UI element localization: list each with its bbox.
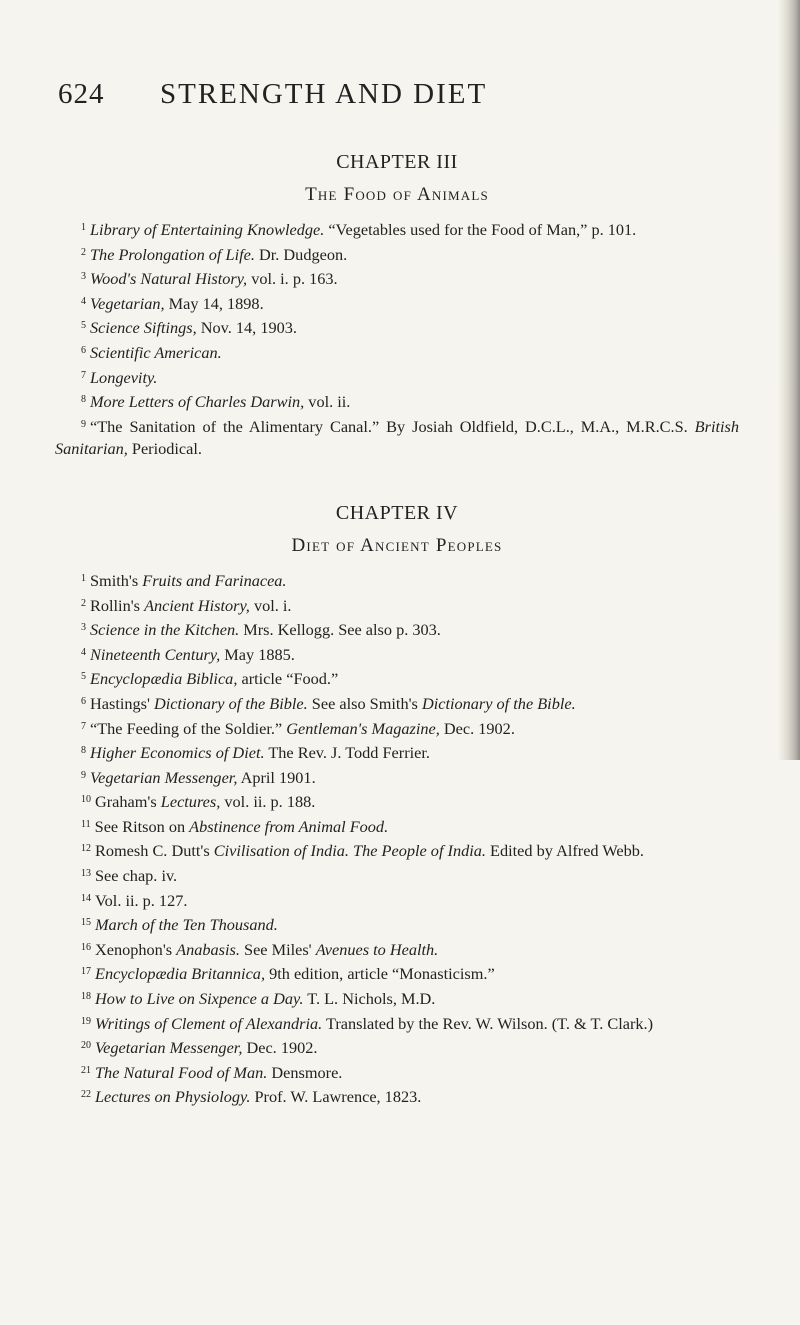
note-text: Mrs. Kellogg. See also p. 303. — [239, 620, 441, 640]
note-text: Periodical. — [127, 439, 202, 459]
work-title: Fruits and Farinacea. — [142, 570, 287, 590]
footnote-number: 8 — [81, 394, 86, 406]
footnote-entry — [55, 1011, 739, 1036]
page-number: 624 — [58, 78, 105, 110]
footnote-entry — [55, 986, 739, 1011]
footnote-number: 7 — [81, 369, 86, 381]
footnote-number: 19 — [81, 1015, 91, 1027]
footnote-number: 22 — [81, 1089, 91, 1101]
work-title: British Sanitarian, — [55, 416, 739, 459]
chapter-title: Diet of Ancient Peoples — [291, 534, 503, 556]
footnote-number: 1 — [81, 222, 86, 233]
running-title: STRENGTH AND DIET — [160, 78, 488, 110]
work-title: Lectures on Physiology. — [95, 1087, 251, 1107]
footnote-entry — [55, 617, 739, 642]
work-title: Vegetarian Messenger, — [95, 1038, 243, 1058]
note-text: Romesh C. Dutt's — [95, 841, 214, 861]
work-title: Library of Entertaining Knowledge. — [90, 220, 325, 239]
footnote-entry — [55, 593, 739, 618]
note-text: See also Smith's — [307, 693, 422, 713]
footnote-entry — [55, 340, 739, 365]
footnote-number: 8 — [81, 745, 86, 757]
work-title: Lectures, — [160, 792, 221, 812]
footnote-entry — [55, 863, 739, 888]
footnote-number: 21 — [81, 1064, 91, 1076]
work-title: Writings of Clement of Alexandria. — [95, 1013, 323, 1033]
footnote-number: 15 — [81, 917, 91, 929]
work-title: Dictionary of the Bible. — [154, 693, 308, 713]
note-text: Densmore. — [267, 1062, 343, 1082]
footnote-number: 4 — [81, 295, 86, 307]
work-title: Wood's Natural History, — [90, 269, 248, 289]
work-title: The People of India. — [353, 841, 486, 861]
footnote-entry — [55, 937, 739, 962]
footnote-entry — [55, 1035, 739, 1060]
running-head — [55, 78, 739, 128]
footnote-entry — [55, 315, 739, 340]
work-title: Encyclopædia Britannica, — [95, 964, 266, 984]
page-edge-shadow — [778, 0, 800, 760]
note-text: “The Feeding of the Soldier.” — [90, 718, 287, 738]
footnote-number: 3 — [81, 271, 86, 283]
note-text: “Vegetables used for the Food of Man,” p. 101. — [324, 220, 637, 239]
note-text: Smith's — [90, 570, 143, 590]
footnote-number: 11 — [81, 818, 91, 830]
note-text: See chap. iv. — [95, 866, 178, 886]
chapter-heading: CHAPTER III — [336, 151, 458, 173]
footnote-entry — [55, 789, 739, 814]
footnote-number: 4 — [81, 646, 86, 658]
note-text: Nov. 14, 1903. — [196, 318, 297, 338]
footnote-entry — [55, 266, 739, 291]
chapter-section — [55, 151, 739, 461]
footnote-entry — [55, 1060, 739, 1085]
note-text: Graham's — [95, 792, 161, 812]
note-text: “The Sanitation of the Alimentary Canal.” By Josiah Oldfield, D.C.L., M.A., M.R.C.S. — [90, 416, 695, 436]
footnote-entry — [55, 414, 739, 461]
work-title: Encyclopædia Biblica, — [90, 669, 238, 689]
footnote-entry — [55, 291, 739, 316]
chapter-heading: CHAPTER IV — [335, 501, 459, 524]
footnote-number: 9 — [81, 418, 86, 430]
footnote-number: 7 — [81, 720, 86, 732]
footnote-entry — [55, 765, 739, 790]
note-text: 9th edition, article “Monasticism.” — [265, 964, 495, 984]
footnote-number: 2 — [81, 597, 86, 609]
footnote-entry — [55, 365, 739, 390]
note-text: vol. i. — [249, 595, 292, 615]
footnote-number: 9 — [81, 769, 86, 781]
work-title: Anabasis. — [176, 939, 240, 959]
footnote-number: 1 — [81, 572, 86, 584]
work-title: Scientific American. — [90, 342, 222, 362]
note-text: Prof. W. Lawrence, 1823. — [250, 1087, 422, 1107]
work-title: The Prolongation of Life. — [90, 244, 255, 264]
work-title: Ancient History, — [144, 595, 250, 615]
footnote-number: 20 — [81, 1040, 91, 1052]
footnote-entry — [55, 814, 739, 839]
note-text: May 14, 1898. — [164, 293, 264, 313]
note-text: vol. i. p. 163. — [247, 269, 338, 289]
note-text: Dec. 1902. — [242, 1038, 318, 1058]
chapter-section — [55, 502, 739, 1109]
note-text: See Ritson on — [94, 816, 190, 836]
note-text: vol. ii. p. 188. — [220, 792, 316, 812]
note-text: Hastings' — [90, 693, 154, 713]
work-title: More Letters of Charles Darwin, — [90, 392, 305, 412]
footnote-entry — [55, 716, 739, 741]
footnote-entry — [55, 666, 739, 691]
work-title: Higher Economics of Diet. — [90, 743, 265, 763]
footnote-entry — [55, 242, 739, 267]
work-title: Science Siftings, — [90, 318, 197, 338]
footnote-entry — [55, 568, 739, 593]
note-text: Dec. 1902. — [439, 718, 515, 738]
footnote-number: 5 — [81, 320, 86, 332]
note-text: See Miles' — [239, 939, 316, 959]
note-text: April 1901. — [237, 767, 316, 787]
work-title: The Natural Food of Man. — [95, 1062, 268, 1082]
footnote-number: 14 — [81, 892, 91, 904]
footnote-entry — [55, 217, 739, 242]
note-text: article “Food.” — [237, 669, 339, 689]
note-text: Vol. ii. p. 127. — [95, 890, 188, 910]
work-title: Vegetarian, — [90, 293, 165, 313]
footnote-number: 10 — [81, 794, 91, 806]
footnote-number: 2 — [81, 246, 86, 258]
footnote-number: 5 — [81, 671, 86, 683]
work-title: Longevity. — [90, 367, 158, 387]
footnote-number: 3 — [81, 622, 86, 634]
footnote-number: 12 — [81, 843, 91, 855]
footnote-entry — [55, 888, 739, 913]
notes-list — [55, 217, 739, 461]
footnote-number: 18 — [81, 991, 91, 1003]
note-text: Edited by Alfred Webb. — [485, 841, 644, 861]
note-text: The Rev. J. Todd Ferrier. — [264, 743, 430, 763]
footnote-entry — [55, 740, 739, 765]
work-title: Nineteenth Century, — [90, 644, 221, 664]
footnote-number: 13 — [81, 868, 91, 880]
note-text: May 1885. — [220, 644, 295, 664]
work-title: Civilisation of India. — [213, 841, 349, 861]
footnote-entry — [55, 389, 739, 414]
chapter-title: The Food of Animals — [305, 184, 489, 205]
work-title: Gentleman's Magazine, — [286, 718, 440, 738]
work-title: March of the Ten Thousand. — [95, 915, 278, 935]
note-text: Rollin's — [90, 595, 145, 615]
note-text: Translated by the Rev. W. Wilson. (T. & T. Clark.) — [322, 1013, 654, 1033]
footnote-entry — [55, 1084, 739, 1109]
note-text: Xenophon's — [95, 939, 177, 959]
notes-list — [55, 568, 739, 1109]
work-title: Science in the Kitchen. — [90, 620, 240, 640]
footnote-number: 16 — [81, 941, 91, 953]
footnote-entry — [55, 838, 739, 863]
footnote-entry — [55, 912, 739, 937]
work-title: Abstinence from Animal Food. — [189, 816, 389, 836]
footnote-number: 17 — [81, 966, 91, 978]
book-page — [55, 78, 739, 1109]
footnote-number: 6 — [81, 344, 86, 356]
note-text: vol. ii. — [304, 392, 351, 412]
work-title: Vegetarian Messenger, — [90, 767, 238, 787]
work-title: How to Live on Sixpence a Day. — [95, 989, 304, 1009]
note-text: T. L. Nichols, M.D. — [303, 989, 436, 1009]
work-title: Avenues to Health. — [315, 939, 439, 959]
work-title: Dictionary of the Bible. — [421, 693, 576, 713]
footnote-entry — [55, 691, 739, 716]
footnote-entry — [55, 961, 739, 986]
footnote-entry — [55, 642, 739, 667]
footnote-number: 6 — [81, 695, 86, 707]
note-text: Dr. Dudgeon. — [254, 244, 348, 264]
